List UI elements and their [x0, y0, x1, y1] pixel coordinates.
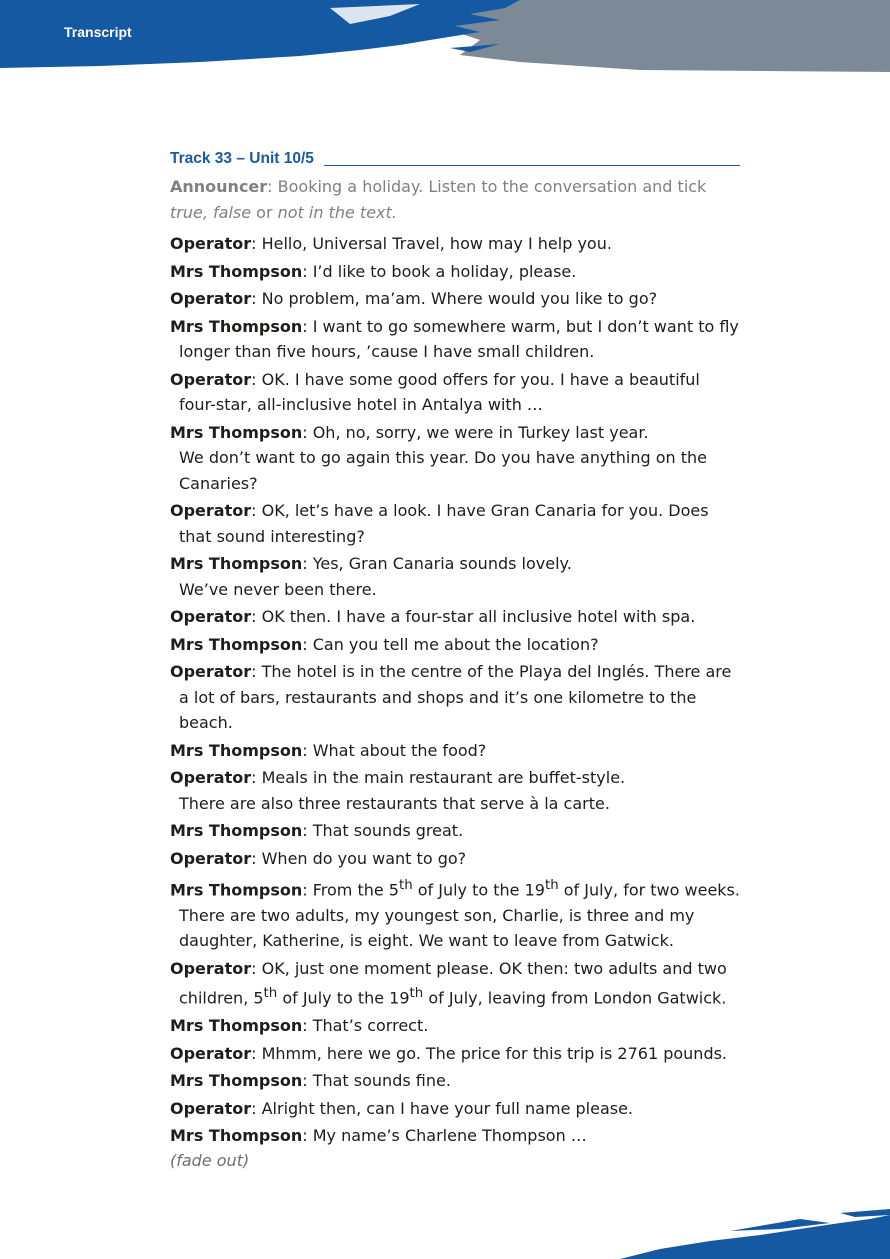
option-not-in-text: not in the text.	[277, 202, 397, 222]
header-brush-banner	[0, 0, 890, 75]
dialogue-text: : My name’s Charlene Thompson …	[302, 1126, 587, 1146]
dialogue-text: : I want to go somewhere warm, but I don’t want to fly longer than five hours, ’cause I have small children.	[179, 316, 739, 361]
dialogue-text: of July, for two weeks.	[558, 880, 740, 900]
speaker-name: Announcer	[170, 177, 268, 196]
dialogue-text: of July to the 19	[412, 880, 545, 900]
speaker-name: Mrs Thompson	[170, 261, 303, 281]
dialogue-text: : When do you want to go?	[251, 848, 467, 868]
dialogue-text: : OK. I have some good offers for you. I have a beautiful four-star, all-inclusive hotel in Antalya with …	[179, 369, 700, 414]
track-title: Track 33 – Unit 10/5	[170, 150, 314, 167]
speaker-name: Mrs Thompson	[170, 740, 303, 760]
dialogue-line	[170, 765, 740, 816]
speaker-name: Operator	[170, 234, 252, 253]
dialogue-text: : The hotel is in the centre of the Playa del Inglés. There are a lot of bars, restaurants and shops and it’s one kilometre to the beach.	[179, 662, 732, 732]
dialogue-line	[170, 632, 740, 658]
dialogue-text: : Hello, Universal Travel, how may I help you.	[251, 234, 612, 253]
speaker-name: Operator	[170, 662, 252, 681]
dialogue-text: : OK, just one moment please. OK then: two adults and two children, 5	[179, 958, 727, 1008]
dialogue-line	[170, 873, 740, 954]
ordinal-suffix: th	[409, 986, 424, 1002]
announcer-text: : Booking a holiday. Listen to the conversation and tick	[267, 177, 707, 196]
speaker-name: Mrs Thompson	[170, 634, 303, 654]
or-word: or	[251, 202, 278, 222]
dialogue-line	[170, 420, 740, 497]
option-false: false	[213, 202, 252, 222]
dialogue-line	[170, 1096, 740, 1122]
dialogue-line	[170, 1013, 740, 1039]
dialogue-line	[170, 604, 740, 630]
speaker-name: Operator	[170, 958, 252, 978]
dialogue-text: : That’s correct.	[302, 1016, 429, 1036]
speaker-name: Mrs Thompson	[170, 554, 303, 573]
dialogue-text: of July, leaving from London Gatwick.	[423, 988, 727, 1008]
dialogue-text-continued: There are also three restaurants that serve à la carte.	[179, 793, 610, 813]
dialogue-text: : That sounds fine.	[302, 1071, 451, 1091]
dialogue-text: of July to the 19	[277, 988, 410, 1008]
speaker-name: Mrs Thompson	[170, 316, 303, 336]
dialogue-text: : I’d like to book a holiday, please.	[302, 261, 577, 281]
dialogue-text: : That sounds great.	[302, 821, 464, 840]
ordinal-suffix: th	[398, 878, 413, 893]
dialogue-line	[170, 314, 740, 365]
speaker-name: Mrs Thompson	[170, 422, 303, 442]
dialogue-line	[170, 367, 740, 418]
speaker-name: Mrs Thompson	[170, 1016, 303, 1036]
dialogue-text-continued: We’ve never been there.	[179, 579, 377, 599]
footer-brush	[600, 1205, 890, 1259]
dialogue-text: : Meals in the main restaurant are buffet-style.	[251, 768, 626, 787]
dialogue-text: : Mhmm, here we go. The price for this trip is 2761 pounds.	[251, 1043, 728, 1063]
dialogue-line	[170, 259, 740, 285]
dialogue-text: : From the 5	[302, 880, 399, 900]
speaker-name: Operator	[170, 848, 252, 868]
announcer-instruction	[170, 174, 740, 225]
speaker-name: Mrs Thompson	[170, 1126, 303, 1146]
ordinal-suffix: th	[544, 878, 559, 893]
ordinal-suffix: th	[263, 986, 278, 1002]
speaker-name: Operator	[170, 369, 252, 389]
dialogue-line	[170, 286, 740, 312]
dialogue-line	[170, 738, 740, 764]
speaker-name: Mrs Thompson	[170, 1071, 303, 1091]
dialogue-line	[170, 551, 740, 602]
speaker-name: Mrs Thompson	[170, 821, 303, 840]
dialogue-line	[170, 1123, 740, 1149]
dialogue-text-continued: There are two adults, my youngest son, Charlie, is three and my daughter, Katherine, is eight. We want to leave from Gatwick.	[179, 905, 695, 951]
dialogue-text: : Alright then, can I have your full name please.	[251, 1098, 634, 1118]
dialogue-line	[170, 1068, 740, 1094]
fade-out-note: (fade out)	[170, 1150, 250, 1170]
dialogue-text: : OK then. I have a four-star all inclusive hotel with spa.	[251, 607, 696, 626]
dialogue-line	[170, 956, 740, 1011]
dialogue-text: : No problem, ma’am. Where would you like to go?	[251, 289, 658, 308]
speaker-name: Operator	[170, 607, 252, 626]
speaker-name: Operator	[170, 768, 252, 787]
speaker-name: Mrs Thompson	[170, 880, 303, 900]
speaker-name: Operator	[170, 1043, 252, 1063]
dialogue-text: : Yes, Gran Canaria sounds lovely.	[302, 554, 572, 573]
dialogue-line	[170, 818, 740, 844]
dialogue-text: : Oh, no, sorry, we were in Turkey last year.	[302, 422, 649, 442]
heading-rule	[324, 165, 740, 166]
dialogue-text-continued: We don’t want to go again this year. Do you have anything on the Canaries?	[179, 448, 707, 493]
dialogue-text: : Can you tell me about the location?	[302, 634, 599, 654]
dialogue-text: : OK, let’s have a look. I have Gran Canaria for you. Does that sound interesting?	[179, 501, 709, 546]
dialogue-line	[170, 846, 740, 872]
section-label: Transcript	[64, 24, 132, 40]
dialogue-line	[170, 1041, 740, 1067]
transcript-content	[170, 150, 740, 1170]
track-heading	[170, 150, 740, 168]
dialogue-line	[170, 659, 740, 736]
grey-brush-stroke	[440, 0, 890, 72]
dialogue-text: : What about the food?	[302, 740, 487, 760]
dialogue-line	[170, 498, 740, 549]
option-true: true,	[170, 202, 214, 222]
dialogue-line	[170, 231, 740, 257]
speaker-name: Operator	[170, 1098, 252, 1118]
speaker-name: Operator	[170, 501, 252, 520]
speaker-name: Operator	[170, 289, 252, 308]
